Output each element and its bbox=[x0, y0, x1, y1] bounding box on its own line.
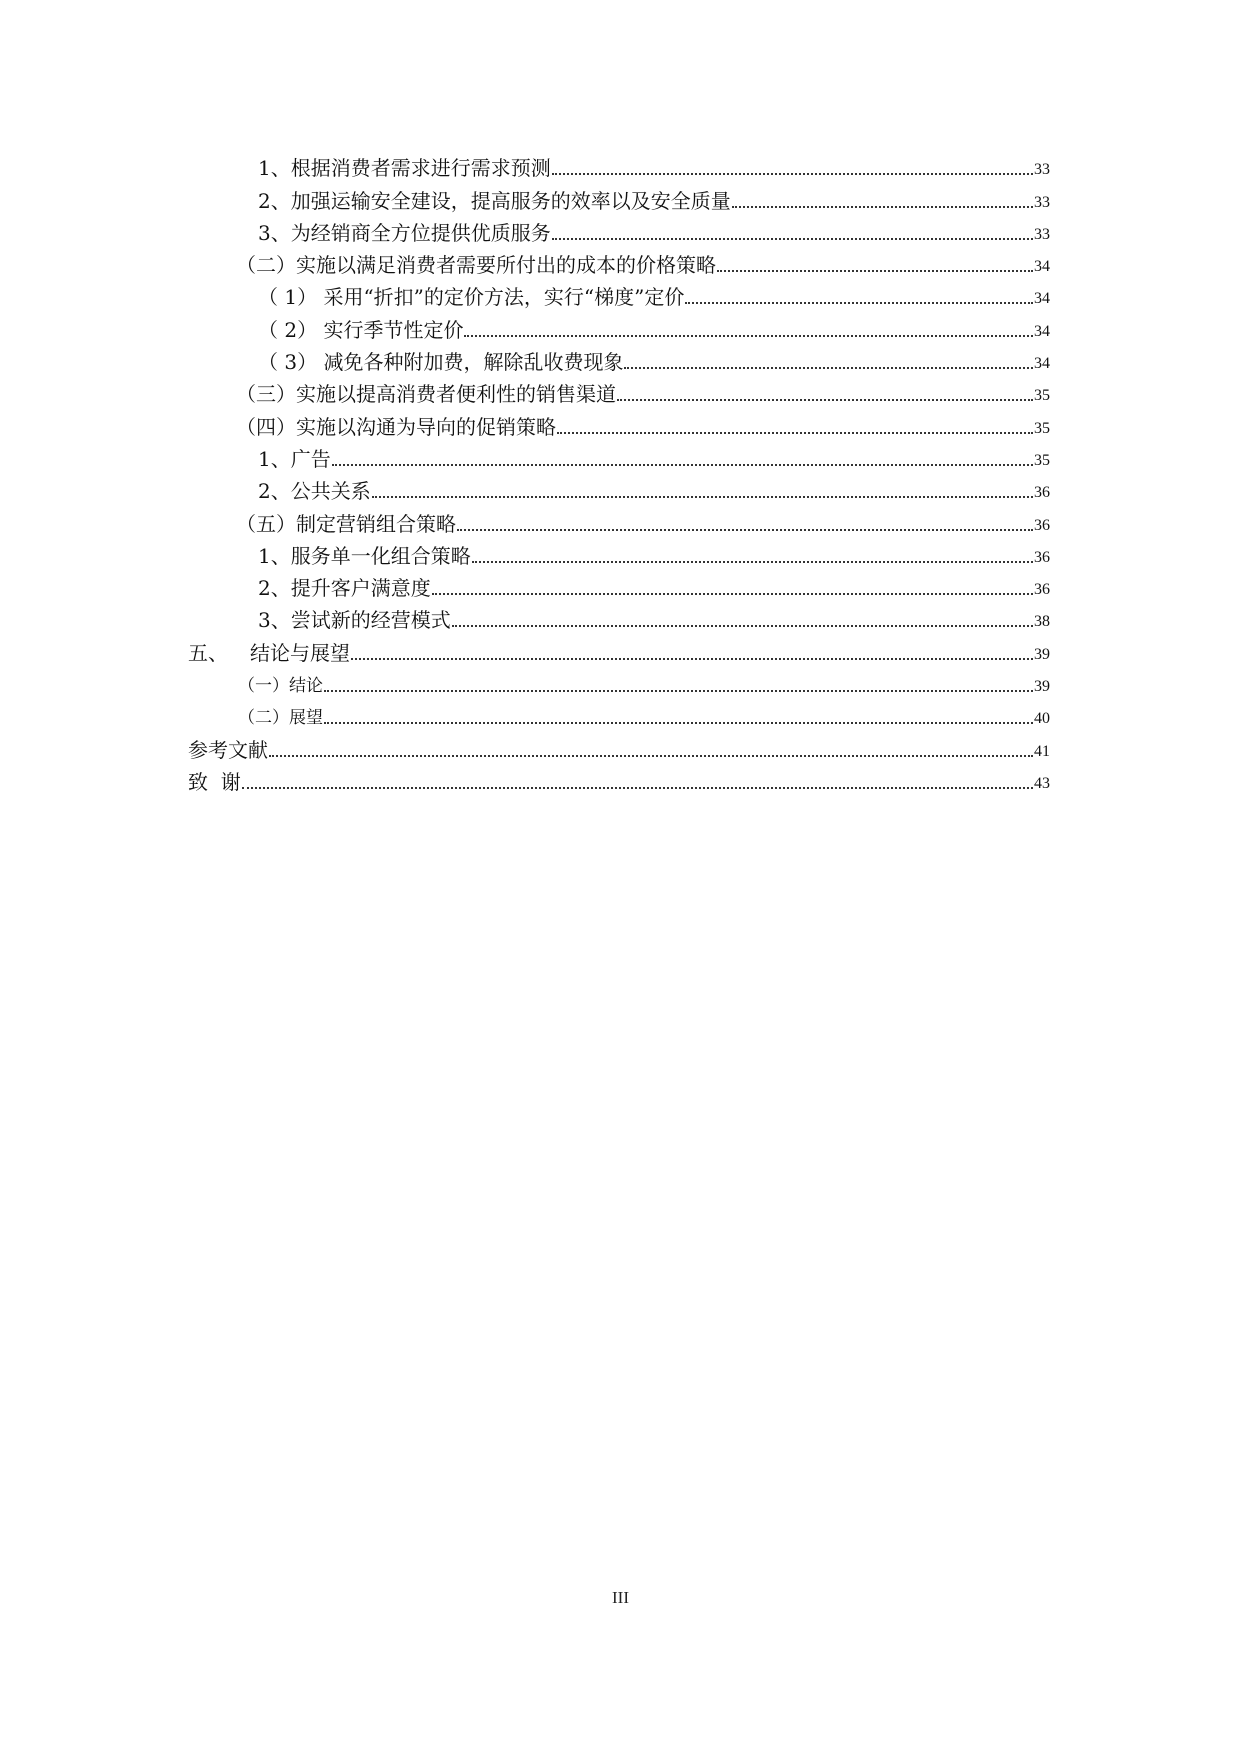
table-of-contents bbox=[188, 150, 1050, 796]
toc-entry[interactable] bbox=[188, 699, 1050, 731]
dot-leader bbox=[685, 302, 1033, 304]
toc-entry-page: 33 bbox=[1034, 193, 1050, 211]
dot-leader bbox=[552, 238, 1033, 240]
toc-entry[interactable] bbox=[188, 182, 1050, 214]
toc-entry-page: 35 bbox=[1034, 451, 1050, 469]
toc-entry-label: 1、根据消费者需求进行需求预测 bbox=[258, 156, 551, 181]
dot-leader bbox=[269, 755, 1033, 757]
chapter-title: 结论与展望 bbox=[250, 640, 350, 665]
toc-entry-label: 2、加强运输安全建设，提高服务的效率以及安全质量 bbox=[258, 188, 731, 213]
toc-entry-page: 36 bbox=[1034, 516, 1050, 534]
toc-entry-label: （ 3） 减免各种附加费，解除乱收费现象 bbox=[258, 350, 624, 375]
toc-entry[interactable] bbox=[188, 441, 1050, 473]
toc-entry[interactable] bbox=[188, 602, 1050, 634]
dot-leader bbox=[242, 787, 1033, 789]
toc-entry[interactable] bbox=[188, 247, 1050, 279]
toc-entry[interactable] bbox=[188, 505, 1050, 537]
toc-entry[interactable] bbox=[188, 215, 1050, 247]
toc-entry-page: 41 bbox=[1034, 742, 1050, 760]
toc-entry-label: 3、尝试新的经营模式 bbox=[258, 608, 451, 633]
toc-entry[interactable] bbox=[188, 570, 1050, 602]
toc-entry-label: （ 1） 采用“折扣”的定价方法，实行“梯度”定价 bbox=[258, 285, 685, 310]
toc-entry-page: 34 bbox=[1034, 355, 1050, 373]
dot-leader bbox=[732, 206, 1033, 208]
dot-leader bbox=[452, 625, 1033, 627]
toc-entry-page: 43 bbox=[1034, 774, 1050, 792]
toc-entry-label: （二）展望 bbox=[238, 708, 323, 729]
dot-leader bbox=[464, 335, 1033, 337]
toc-entry[interactable] bbox=[188, 473, 1050, 505]
dot-leader bbox=[324, 722, 1033, 724]
toc-entry-page: 36 bbox=[1034, 548, 1050, 566]
toc-entry-page: 39 bbox=[1034, 645, 1050, 663]
toc-entry-page: 38 bbox=[1034, 613, 1050, 631]
toc-entry-label: （一）结论 bbox=[238, 676, 323, 697]
dot-leader bbox=[557, 432, 1033, 434]
chapter-number: 五、 bbox=[188, 640, 228, 665]
toc-entry-label: （二）实施以满足消费者需要所付出的成本的价格策略 bbox=[236, 253, 716, 278]
dot-leader bbox=[351, 658, 1033, 660]
dot-leader bbox=[372, 496, 1033, 498]
toc-entry[interactable] bbox=[188, 538, 1050, 570]
toc-entry[interactable] bbox=[188, 376, 1050, 408]
toc-entry-page: 35 bbox=[1034, 419, 1050, 437]
toc-entry-label: 致 谢 bbox=[188, 769, 241, 794]
toc-entry-page: 33 bbox=[1034, 161, 1050, 179]
toc-entry-page: 39 bbox=[1034, 678, 1050, 696]
toc-entry[interactable] bbox=[188, 279, 1050, 311]
dot-leader bbox=[717, 270, 1033, 272]
toc-entry-label: 2、提升客户满意度 bbox=[258, 576, 431, 601]
toc-entry-label: （ 2） 实行季节性定价 bbox=[258, 317, 464, 342]
toc-references-entry[interactable] bbox=[188, 731, 1050, 763]
toc-entry-page: 36 bbox=[1034, 484, 1050, 502]
toc-entry-page: 36 bbox=[1034, 581, 1050, 599]
toc-entry-label: （四）实施以沟通为导向的促销策略 bbox=[236, 414, 556, 439]
dot-leader bbox=[324, 690, 1033, 692]
toc-entry[interactable] bbox=[188, 150, 1050, 182]
toc-acknowledgements-entry[interactable] bbox=[188, 764, 1050, 796]
toc-entry-label: （五）制定营销组合策略 bbox=[236, 511, 456, 536]
toc-entry-label: 1、服务单一化组合策略 bbox=[258, 543, 471, 568]
toc-entry-label: （三）实施以提高消费者便利性的销售渠道 bbox=[236, 382, 616, 407]
dot-leader bbox=[624, 367, 1033, 369]
toc-entry-page: 34 bbox=[1034, 290, 1050, 308]
dot-leader bbox=[332, 464, 1033, 466]
toc-entry-page: 35 bbox=[1034, 387, 1050, 405]
dot-leader bbox=[432, 593, 1033, 595]
toc-entry-label: 2、公共关系 bbox=[258, 479, 371, 504]
page-number: III bbox=[612, 1588, 629, 1607]
toc-entry-label: 3、为经销商全方位提供优质服务 bbox=[258, 220, 551, 245]
dot-leader bbox=[472, 561, 1033, 563]
toc-entry-label: 参考文献 bbox=[188, 737, 268, 762]
toc-entry[interactable] bbox=[188, 408, 1050, 440]
dot-leader bbox=[552, 173, 1033, 175]
toc-entry[interactable] bbox=[188, 667, 1050, 699]
toc-chapter-entry[interactable] bbox=[188, 634, 1050, 666]
toc-entry-page: 40 bbox=[1034, 710, 1050, 728]
dot-leader bbox=[457, 529, 1033, 531]
toc-entry[interactable] bbox=[188, 344, 1050, 376]
dot-leader bbox=[617, 399, 1033, 401]
toc-entry-page: 33 bbox=[1034, 225, 1050, 243]
toc-entry-page: 34 bbox=[1034, 258, 1050, 276]
toc-chapter-label bbox=[188, 640, 350, 667]
toc-entry[interactable] bbox=[188, 311, 1050, 343]
toc-entry-label: 1、广告 bbox=[258, 446, 331, 471]
toc-entry-page: 34 bbox=[1034, 322, 1050, 340]
